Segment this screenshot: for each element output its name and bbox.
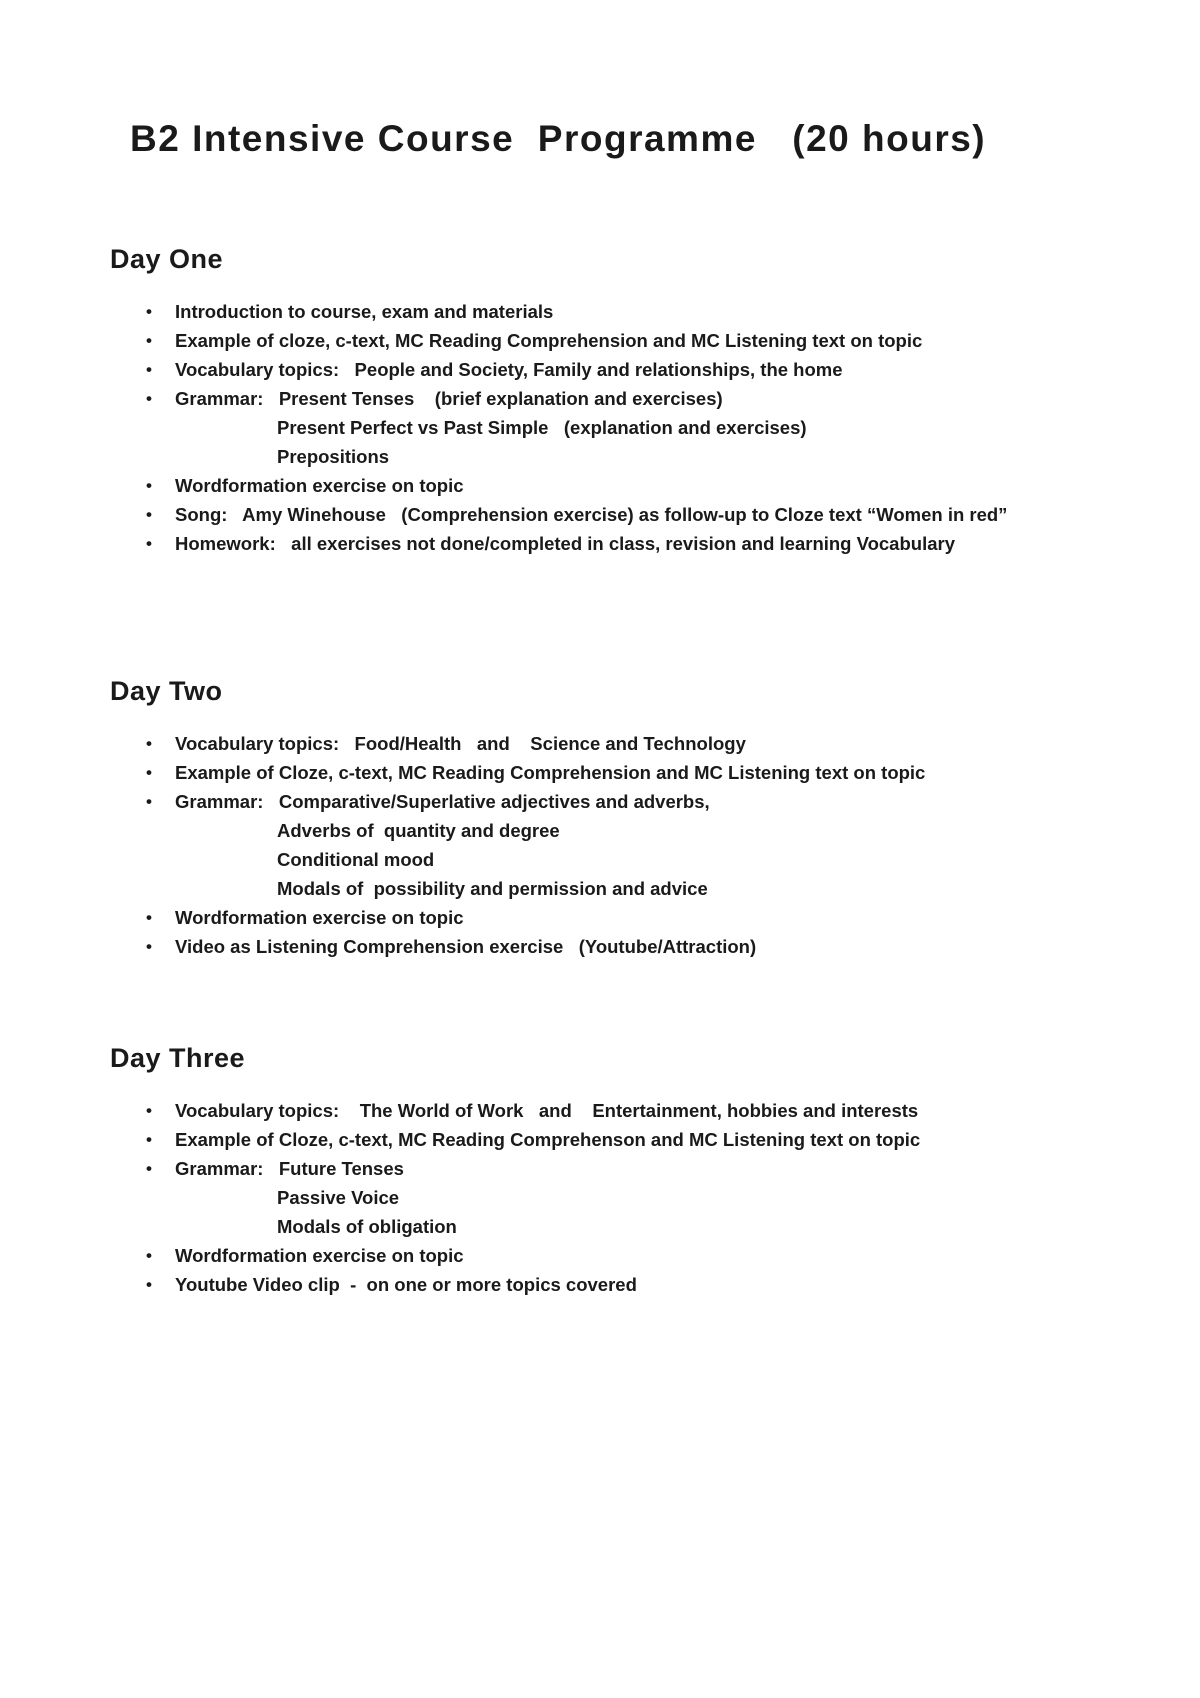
item-text: Example of cloze, c-text, MC Reading Comprehension and MC Listening text on topic — [175, 330, 923, 351]
document-title: B2 Intensive Course Programme (20 hours) — [130, 118, 987, 159]
bullet-item — [110, 326, 1160, 355]
item-text: Example of Cloze, c-text, MC Reading Comprehension and MC Listening text on topic — [175, 762, 926, 783]
bullet-icon: • — [146, 1130, 152, 1149]
bullet-item — [110, 729, 1160, 758]
item-text: Wordformation exercise on topic — [175, 475, 464, 496]
bullet-item — [110, 932, 1160, 961]
bullet-item — [110, 758, 1160, 787]
bullet-item — [110, 471, 1160, 500]
continuation-line — [110, 874, 1160, 903]
item-text: Vocabulary topics: Food/Health and Science and Technology — [175, 733, 746, 754]
bullet-icon: • — [146, 734, 152, 753]
bullet-icon: • — [146, 1246, 152, 1265]
item-text: Example of Cloze, c-text, MC Reading Comprehenson and MC Listening text on topic — [175, 1129, 921, 1150]
item-text: Present Perfect vs Past Simple (explanation and exercises) — [277, 417, 807, 438]
continuation-line — [110, 845, 1160, 874]
day-heading: Day Two — [110, 676, 223, 706]
bullet-item — [110, 1154, 1160, 1183]
continuation-line — [110, 442, 1160, 471]
item-text: Grammar: Future Tenses — [175, 1158, 404, 1179]
item-text: Conditional mood — [277, 849, 435, 870]
item-text: Modals of obligation — [277, 1216, 457, 1237]
sections-container — [110, 244, 1160, 1299]
bullet-item — [110, 355, 1160, 384]
bullet-icon: • — [146, 1275, 152, 1294]
continuation-line — [110, 816, 1160, 845]
bullet-item — [110, 1096, 1160, 1125]
bullet-icon: • — [146, 937, 152, 956]
item-text: Grammar: Comparative/Superlative adjectives and adverbs, — [175, 791, 710, 812]
item-text: Video as Listening Comprehension exercise (Youtube/Attraction) — [175, 936, 757, 957]
item-text: Vocabulary topics: The World of Work and Entertainment, hobbies and interests — [175, 1100, 919, 1121]
item-text: Youtube Video clip - on one or more topics covered — [175, 1274, 637, 1295]
item-text: Wordformation exercise on topic — [175, 1245, 464, 1266]
continuation-line — [110, 413, 1160, 442]
bullet-icon: • — [146, 792, 152, 811]
item-text: Introduction to course, exam and materials — [175, 301, 554, 322]
continuation-line — [110, 1183, 1160, 1212]
bullet-item — [110, 903, 1160, 932]
item-text: Prepositions — [277, 446, 390, 467]
bullet-icon: • — [146, 505, 152, 524]
bullet-item — [110, 1270, 1160, 1299]
item-text: Vocabulary topics: People and Society, Family and relationships, the home — [175, 359, 843, 380]
item-text: Grammar: Present Tenses (brief explanation and exercises) — [175, 388, 723, 409]
day-heading: Day Three — [110, 1043, 246, 1073]
bullet-item — [110, 1241, 1160, 1270]
bullet-icon: • — [146, 908, 152, 927]
bullet-item — [110, 297, 1160, 326]
bullet-item — [110, 500, 1160, 529]
bullet-icon: • — [146, 534, 152, 553]
bullet-icon: • — [146, 389, 152, 408]
bullet-icon: • — [146, 331, 152, 350]
bullet-icon: • — [146, 476, 152, 495]
day-item-list — [110, 297, 1160, 558]
item-text: Homework: all exercises not done/completed in class, revision and learning Vocabulary — [175, 533, 955, 554]
bullet-item — [110, 529, 1160, 558]
bullet-item — [110, 384, 1160, 413]
day-section — [110, 244, 1160, 558]
bullet-icon: • — [146, 1101, 152, 1120]
day-item-list — [110, 1096, 1160, 1299]
bullet-item — [110, 1125, 1160, 1154]
item-text: Passive Voice — [277, 1187, 400, 1208]
bullet-icon: • — [146, 302, 152, 321]
day-item-list — [110, 729, 1160, 961]
item-text: Modals of possibility and permission and advice — [277, 878, 708, 899]
bullet-icon: • — [146, 763, 152, 782]
item-text: Wordformation exercise on topic — [175, 907, 464, 928]
bullet-item — [110, 787, 1160, 816]
item-text: Song: Amy Winehouse (Comprehension exercise) as follow-up to Cloze text “Women in red” — [175, 504, 1008, 525]
day-heading: Day One — [110, 244, 224, 274]
day-section — [110, 676, 1160, 961]
bullet-icon: • — [146, 360, 152, 379]
continuation-line — [110, 1212, 1160, 1241]
day-section — [110, 1043, 1160, 1299]
bullet-icon: • — [146, 1159, 152, 1178]
item-text: Adverbs of quantity and degree — [277, 820, 560, 841]
